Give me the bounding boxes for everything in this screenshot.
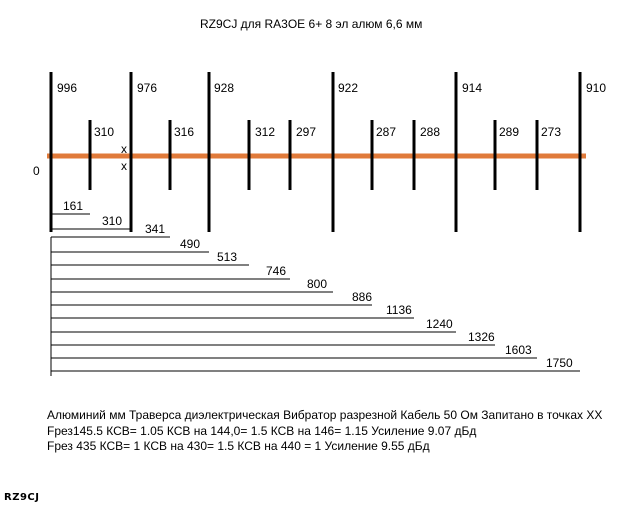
element-2-length-label: 310 [94, 125, 115, 139]
diagram-title: RZ9CJ для RA3OE 6+ 8 эл алюм 6,6 мм [200, 17, 423, 31]
element-9-length-label: 287 [376, 125, 397, 139]
element-5-length-label: 928 [214, 81, 235, 95]
element-10-length-label: 288 [420, 125, 441, 139]
element-4-length-label: 316 [174, 125, 195, 139]
element-3-length-label: 976 [137, 81, 158, 95]
spacing-13-label: 1750 [546, 356, 573, 370]
feed-mark-lower: x [121, 159, 127, 173]
element-6-length-label: 312 [255, 125, 276, 139]
element-11-length-label: 914 [462, 81, 483, 95]
spacing-6-label: 746 [266, 264, 287, 278]
element-14-length-label: 910 [586, 81, 607, 95]
spacing-9-label: 1136 [386, 303, 412, 317]
note-line-1: Алюминий мм Траверса диэлектрическая Вибратор разрезной Кабель 50 Ом Запитано в точках ХХ [47, 408, 603, 422]
element-13-length-label: 273 [541, 125, 562, 139]
spacing-4-label: 490 [180, 237, 201, 251]
note-line-2: Fрез145.5 КСВ= 1.05 КСВ на 144,0= 1.5 КСВ на 146= 1.15 Усиление 9.07 дБд [47, 424, 477, 438]
spacing-12-label: 1603 [505, 343, 532, 357]
spacing-3-label: 341 [145, 222, 166, 236]
spacing-5-label: 513 [217, 250, 238, 264]
element-12-length-label: 289 [499, 125, 520, 139]
element-8-length-label: 922 [338, 81, 359, 95]
element-1-length-label: 996 [57, 81, 78, 95]
boom-origin-label: 0 [33, 164, 40, 178]
spacing-8-label: 886 [352, 290, 373, 304]
spacing-1-label: 161 [63, 199, 84, 213]
spacing-2-label: 310 [102, 214, 123, 228]
spacing-10-label: 1240 [426, 317, 453, 331]
note-line-3: Fрез 435 КСВ= 1 КСВ на 430= 1.5 КСВ на 440 = 1 Усиление 9.55 дБд [47, 439, 430, 453]
spacing-11-label: 1326 [468, 330, 495, 344]
element-7-length-label: 297 [296, 125, 317, 139]
author-badge: RZ9CJ [4, 492, 40, 503]
spacing-7-label: 800 [307, 277, 328, 291]
feed-mark-upper: x [121, 142, 127, 156]
